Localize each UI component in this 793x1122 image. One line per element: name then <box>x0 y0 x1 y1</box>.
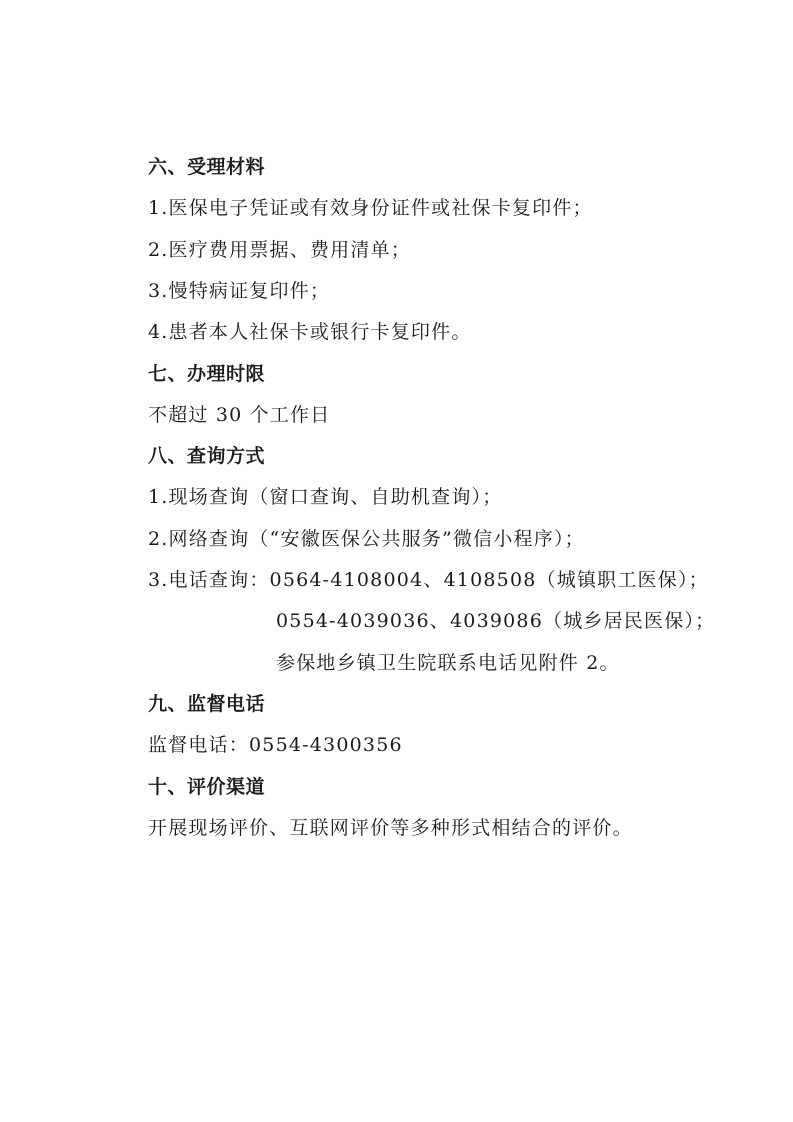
section-heading-evaluation-channels: 十、评价渠道 <box>148 776 266 798</box>
list-item: 1.医保电子凭证或有效身份证件或社保卡复印件； <box>148 197 593 219</box>
list-item: 2.网络查询（“安徽医保公共服务”微信小程序）； <box>148 528 585 550</box>
list-item: 1.现场查询（窗口查询、自助机查询）； <box>148 486 503 508</box>
supervision-phone-text: 监督电话：0554-4300356 <box>148 734 403 756</box>
section-heading-supervision-phone: 九、监督电话 <box>148 693 266 715</box>
section-heading-query-methods: 八、查询方式 <box>148 445 266 467</box>
evaluation-text: 开展现场评价、互联网评价等多种形式相结合的评价。 <box>148 817 633 839</box>
list-item: 3.慢特病证复印件； <box>148 280 331 302</box>
list-item: 3.电话查询：0564-4108004、4108508（城镇职工医保）； <box>148 569 709 591</box>
list-item: 4.患者本人社保卡或银行卡复印件。 <box>148 321 472 343</box>
section-heading-materials: 六、受理材料 <box>148 156 266 178</box>
list-item: 2.医疗费用票据、费用清单； <box>148 239 411 261</box>
section-heading-time-limit: 七、办理时限 <box>148 363 266 385</box>
list-item-continuation: 参保地乡镇卫生院联系电话见附件 2。 <box>276 652 620 674</box>
time-limit-text: 不超过 30 个工作日 <box>148 404 331 426</box>
list-item-continuation: 0554-4039036、4039086（城乡居民医保）； <box>276 610 716 632</box>
